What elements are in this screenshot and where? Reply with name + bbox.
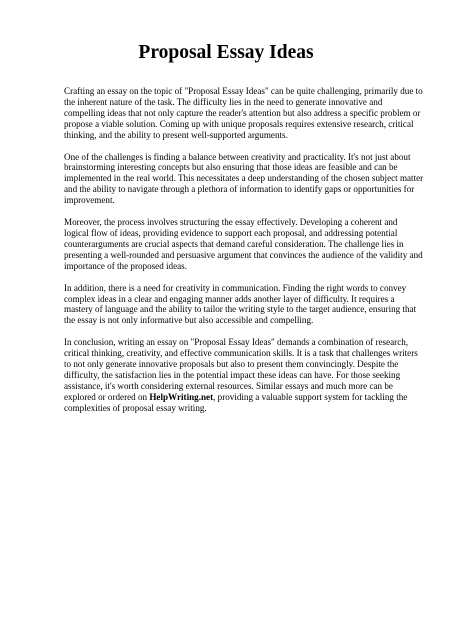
helpwriting-link[interactable]: HelpWriting.net xyxy=(149,391,214,402)
paragraph-conclusion xyxy=(64,337,424,413)
paragraph-communication: In addition, there is a need for creativity in communication. Finding the right words to convey complex ideas in a clear and engaging manner adds another layer of difficulty. It requires a mastery of language and the ability to tailor the writing style to the target audience, ensuring that the essay is not only informative but also accessible and compelling. xyxy=(64,282,417,326)
paragraph-structure: Moreover, the process involves structuring the essay effectively. Developing a coherent and logical flow of ideas, providing evidence to support each proposal, and addressing potential counterarguments are crucial aspects that demand careful consideration. The challenge lies in presenting a well-rounded and persuasive argument that convinces the audience of the validity and importance of the proposed ideas. xyxy=(64,217,423,271)
paragraph-intro: Crafting an essay on the topic of "Proposal Essay Ideas" can be quite challenging, primarily due to the inherent nature of the task. The difficulty lies in the need to generate innovative and compelling ideas that not only capture the reader's attention but also address a specific problem or propose a viable solution. Coming up with unique proposals requires extensive research, critical thinking, and the ability to present well-supported arguments. xyxy=(64,86,423,140)
conclusion-text-before-link: In conclusion, writing an essay on "Proposal Essay Ideas" demands a combination of research, critical thinking, creativity, and effective communication skills. It is a task that challenges writers to not only generate innovative proposals but also to present them convincingly. Despite the difficulty, the satisfaction lies in the potential impact these ideas can have. For those seeking assistance, it's worth considering external resources. Similar essays and much more can be explored or ordered on xyxy=(64,337,418,402)
paragraph-challenges: One of the challenges is finding a balance between creativity and practicality. It's not just about brainstorming interesting concepts but also ensuring that those ideas are feasible and can be implemented in the real world. This necessitates a deep understanding of the chosen subject matter and the ability to navigate through a plethora of information to identify gaps or opportunities for improvement. xyxy=(64,151,424,206)
document-title: Proposal Essay Ideas xyxy=(138,42,314,63)
conclusion-text-after-link: , providing a valuable support system for tackling the complexities of proposal essay writing. xyxy=(64,391,408,413)
document-body xyxy=(64,86,424,425)
